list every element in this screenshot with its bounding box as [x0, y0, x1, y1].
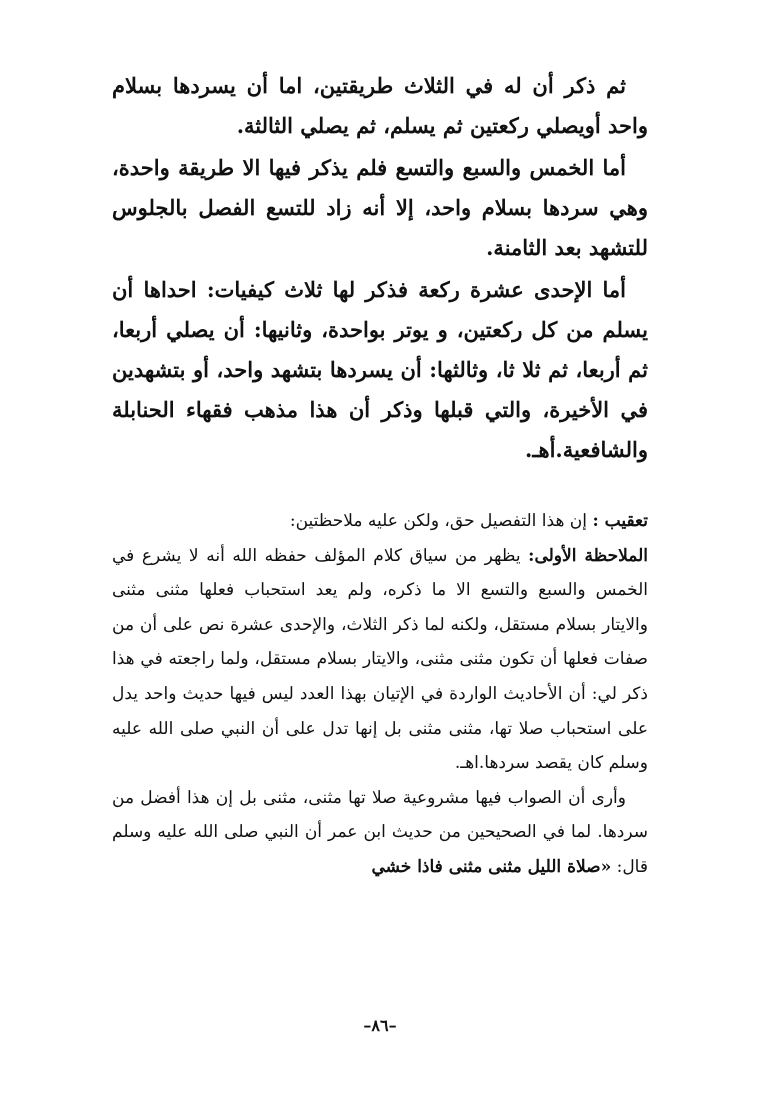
- last-paragraph-text: وأرى أن الصواب فيها مشروعية صلا تها مثنى، مثنى بل إن هذا أفضل من سردها. لما في الصحيحين من حديث ابن عمر أن النبي صلى الله عليه وسلم قال:: [112, 787, 648, 877]
- last-paragraph: [112, 781, 648, 885]
- bold-paragraph-1: ثم ذكر أن له في الثلاث طريقتين، اما أن يسردها بسلام واحد أويصلي ركعتين ثم يسلم، ثم يصلي الثالثة.: [112, 73, 648, 138]
- bold-text-block: [112, 66, 648, 470]
- note-one-paragraph: [112, 539, 648, 781]
- bold-paragraph-2: أما الخمس والسبع والتسع فلم يذكر فيها الا طريقة واحدة، وهي سردها بسلام واحد، إلا أنه زاد للتسع الفصل بالجلوس للتشهد بعد الثامنة.: [112, 155, 648, 260]
- hadith-quote: «صلاة الليل مثنى مثنى فاذا خشي: [371, 856, 612, 877]
- commentary-block: [112, 504, 648, 885]
- note-one-text: يظهر من سياق كلام المؤلف حفظه الله أنه لا يشرع في الخمس والسبع والتسع الا ما ذكره، ولم يعد استحباب فعلها مثنى مثنى والايتار بسلام مستقل، ولكنه لما ذكر الثلاث، والإحدى عشرة نص على أن من صفات فعلها أن تكون مثنى مثنى، والايتار بسلام مستقل، ولما راجعته في هذا ذكر لي: أن الأحاديث الواردة في الإتيان بهذا العدد ليس فيها حديث واحد يدل على استحباب صلا تها، مثنى مثنى بل إنها تدل على أن النبي صلى الله عليه وسلم كان يقصد سردها.اهـ.: [112, 545, 648, 774]
- page-number: –٨٦–: [363, 1016, 397, 1035]
- comment-paragraph: [112, 504, 648, 539]
- comment-text: إن هذا التفصيل حق، ولكن عليه ملاحظتين:: [289, 511, 593, 531]
- comment-label: تعقيب :: [592, 511, 648, 531]
- note-one-label: الملاحظة الأولى:: [528, 545, 648, 566]
- bold-paragraph-3: أما الإحدى عشرة ركعة فذكر لها ثلاث كيفيات: احداها أن يسلم من كل ركعتين، و يوتر بواحدة، وثانيها: أن يصلي أربعا، ثم أربعا، ثم ثلا ثا، وثالثها: أن يسردها بتشهد واحد، أو بتشهدين في الأخيرة، والتي قبلها وذكر أن هذا مذهب فقهاء الحنابلة والشافعية.أهـ.: [112, 277, 648, 462]
